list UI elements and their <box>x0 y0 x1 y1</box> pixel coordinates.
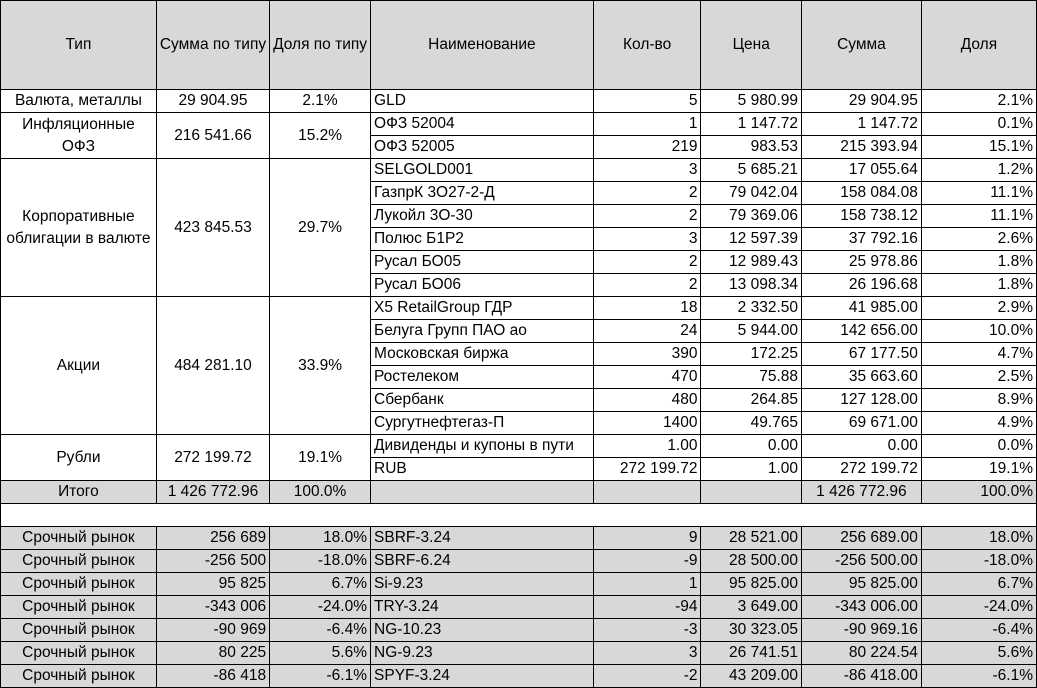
total-empty-name <box>371 481 594 504</box>
security-share: 2.6% <box>921 228 1036 251</box>
security-name: Сургутнефтегаз-П <box>371 412 594 435</box>
security-price: 1.00 <box>701 458 802 481</box>
security-name: X5 RetailGroup ГДР <box>371 297 594 320</box>
futures-type: Срочный рынок <box>1 596 157 619</box>
security-qty: 18 <box>593 297 701 320</box>
total-row <box>1 481 1037 504</box>
group-sum: 272 199.72 <box>156 435 269 481</box>
header-sum: Сумма <box>802 1 922 90</box>
futures-price: 28 521.00 <box>701 527 802 550</box>
security-sum: 215 393.94 <box>802 136 922 159</box>
futures-type-sum: -343 006 <box>156 596 269 619</box>
futures-type: Срочный рынок <box>1 642 157 665</box>
futures-price: 3 649.00 <box>701 596 802 619</box>
header-type-share: Доля по типу <box>270 1 371 90</box>
futures-type-share: -6.1% <box>270 665 371 688</box>
security-share: 19.1% <box>921 458 1036 481</box>
futures-qty: 3 <box>593 642 701 665</box>
security-share: 11.1% <box>921 205 1036 228</box>
group-share: 2.1% <box>270 90 371 113</box>
security-share: 2.9% <box>921 297 1036 320</box>
futures-row <box>1 527 1037 550</box>
security-qty: 480 <box>593 389 701 412</box>
security-share: 0.0% <box>921 435 1036 458</box>
futures-sum: -343 006.00 <box>802 596 922 619</box>
security-sum: 41 985.00 <box>802 297 922 320</box>
group-share: 19.1% <box>270 435 371 481</box>
total-empty-price <box>701 481 802 504</box>
security-sum: 1 147.72 <box>802 113 922 136</box>
futures-qty: 9 <box>593 527 701 550</box>
table-row <box>1 113 1037 136</box>
security-sum: 158 738.12 <box>802 205 922 228</box>
futures-row <box>1 665 1037 688</box>
futures-type-sum: -90 969 <box>156 619 269 642</box>
futures-row <box>1 642 1037 665</box>
security-qty: 272 199.72 <box>593 458 701 481</box>
security-name: Белуга Групп ПАО ао <box>371 320 594 343</box>
futures-price: 28 500.00 <box>701 550 802 573</box>
futures-type-share: 6.7% <box>270 573 371 596</box>
futures-qty: -9 <box>593 550 701 573</box>
security-price: 2 332.50 <box>701 297 802 320</box>
futures-name: SPYF-3.24 <box>371 665 594 688</box>
futures-name: NG-10.23 <box>371 619 594 642</box>
futures-sum: -256 500.00 <box>802 550 922 573</box>
futures-sum: -86 418.00 <box>802 665 922 688</box>
security-qty: 2 <box>593 182 701 205</box>
security-sum: 26 196.68 <box>802 274 922 297</box>
security-sum: 17 055.64 <box>802 159 922 182</box>
security-price: 5 944.00 <box>701 320 802 343</box>
security-price: 1 147.72 <box>701 113 802 136</box>
futures-name: TRY-3.24 <box>371 596 594 619</box>
security-share: 1.8% <box>921 274 1036 297</box>
security-qty: 2 <box>593 274 701 297</box>
security-price: 172.25 <box>701 343 802 366</box>
futures-type-share: -24.0% <box>270 596 371 619</box>
group-sum: 484 281.10 <box>156 297 269 435</box>
futures-type-share: -18.0% <box>270 550 371 573</box>
futures-type-share: -6.4% <box>270 619 371 642</box>
group-type: Рубли <box>1 435 157 481</box>
group-type: Валюта, металлы <box>1 90 157 113</box>
futures-type-sum: -86 418 <box>156 665 269 688</box>
security-share: 8.9% <box>921 389 1036 412</box>
total-share: 100.0% <box>270 481 371 504</box>
futures-share: 5.6% <box>921 642 1036 665</box>
futures-qty: -3 <box>593 619 701 642</box>
futures-qty: 1 <box>593 573 701 596</box>
security-price: 79 369.06 <box>701 205 802 228</box>
security-qty: 2 <box>593 205 701 228</box>
futures-share: -18.0% <box>921 550 1036 573</box>
group-share: 29.7% <box>270 159 371 297</box>
security-price: 983.53 <box>701 136 802 159</box>
security-price: 5 980.99 <box>701 90 802 113</box>
security-qty: 3 <box>593 228 701 251</box>
header-type: Тип <box>1 1 157 90</box>
separator-row <box>1 504 1037 527</box>
security-price: 79 042.04 <box>701 182 802 205</box>
security-name: ОФЗ 52005 <box>371 136 594 159</box>
security-price: 264.85 <box>701 389 802 412</box>
security-sum: 158 084.08 <box>802 182 922 205</box>
security-name: Русал БО06 <box>371 274 594 297</box>
futures-name: NG-9.23 <box>371 642 594 665</box>
security-name: ОФЗ 52004 <box>371 113 594 136</box>
security-qty: 470 <box>593 366 701 389</box>
security-name: ГазпрК 3О27-2-Д <box>371 182 594 205</box>
security-price: 12 597.39 <box>701 228 802 251</box>
security-price: 75.88 <box>701 366 802 389</box>
header-qty: Кол-во <box>593 1 701 90</box>
futures-type-sum: 256 689 <box>156 527 269 550</box>
group-share: 33.9% <box>270 297 371 435</box>
futures-price: 95 825.00 <box>701 573 802 596</box>
security-qty: 5 <box>593 90 701 113</box>
futures-share: 6.7% <box>921 573 1036 596</box>
security-name: Полюс Б1Р2 <box>371 228 594 251</box>
group-type: Инфляционные ОФЗ <box>1 113 157 159</box>
security-qty: 219 <box>593 136 701 159</box>
group-sum: 423 845.53 <box>156 159 269 297</box>
futures-type: Срочный рынок <box>1 573 157 596</box>
header-share: Доля <box>921 1 1036 90</box>
security-name: GLD <box>371 90 594 113</box>
header-price: Цена <box>701 1 802 90</box>
security-qty: 3 <box>593 159 701 182</box>
security-qty: 1400 <box>593 412 701 435</box>
group-sum: 29 904.95 <box>156 90 269 113</box>
security-name: Дивиденды и купоны в пути <box>371 435 594 458</box>
futures-name: SBRF-3.24 <box>371 527 594 550</box>
security-qty: 24 <box>593 320 701 343</box>
security-price: 12 989.43 <box>701 251 802 274</box>
security-price: 13 098.34 <box>701 274 802 297</box>
security-name: Московская биржа <box>371 343 594 366</box>
security-sum: 37 792.16 <box>802 228 922 251</box>
futures-type: Срочный рынок <box>1 619 157 642</box>
futures-row <box>1 619 1037 642</box>
security-share: 4.7% <box>921 343 1036 366</box>
separator-cell <box>1 504 1037 527</box>
group-type: Акции <box>1 297 157 435</box>
header-row <box>1 1 1037 90</box>
security-share: 11.1% <box>921 182 1036 205</box>
futures-sum: 80 224.54 <box>802 642 922 665</box>
security-sum: 35 663.60 <box>802 366 922 389</box>
security-name: SELGOLD001 <box>371 159 594 182</box>
futures-row <box>1 573 1037 596</box>
futures-name: Si-9.23 <box>371 573 594 596</box>
futures-type-share: 18.0% <box>270 527 371 550</box>
futures-sum: -90 969.16 <box>802 619 922 642</box>
security-name: RUB <box>371 458 594 481</box>
security-price: 49.765 <box>701 412 802 435</box>
total-label: Итого <box>1 481 157 504</box>
futures-qty: -94 <box>593 596 701 619</box>
security-share: 4.9% <box>921 412 1036 435</box>
group-type: Корпоративные облигации в валюте <box>1 159 157 297</box>
futures-type-sum: -256 500 <box>156 550 269 573</box>
futures-type-sum: 80 225 <box>156 642 269 665</box>
security-sum: 69 671.00 <box>802 412 922 435</box>
security-share: 15.1% <box>921 136 1036 159</box>
futures-share: -6.4% <box>921 619 1036 642</box>
futures-price: 43 209.00 <box>701 665 802 688</box>
security-share: 1.2% <box>921 159 1036 182</box>
total-share-detail: 100.0% <box>921 481 1036 504</box>
futures-type: Срочный рынок <box>1 665 157 688</box>
futures-qty: -2 <box>593 665 701 688</box>
security-sum: 127 128.00 <box>802 389 922 412</box>
security-share: 2.5% <box>921 366 1036 389</box>
security-share: 0.1% <box>921 113 1036 136</box>
futures-share: 18.0% <box>921 527 1036 550</box>
futures-price: 30 323.05 <box>701 619 802 642</box>
total-empty-qty <box>593 481 701 504</box>
header-type-sum: Сумма по типу <box>156 1 269 90</box>
futures-share: -24.0% <box>921 596 1036 619</box>
security-sum: 142 656.00 <box>802 320 922 343</box>
table-row <box>1 297 1037 320</box>
security-qty: 1 <box>593 113 701 136</box>
security-sum: 0.00 <box>802 435 922 458</box>
security-share: 1.8% <box>921 251 1036 274</box>
security-share: 2.1% <box>921 90 1036 113</box>
total-sum: 1 426 772.96 <box>156 481 269 504</box>
header-name: Наименование <box>371 1 594 90</box>
security-qty: 390 <box>593 343 701 366</box>
security-sum: 272 199.72 <box>802 458 922 481</box>
futures-row <box>1 550 1037 573</box>
futures-type: Срочный рынок <box>1 527 157 550</box>
futures-type: Срочный рынок <box>1 550 157 573</box>
futures-row <box>1 596 1037 619</box>
security-price: 5 685.21 <box>701 159 802 182</box>
security-qty: 2 <box>593 251 701 274</box>
total-sum-detail: 1 426 772.96 <box>802 481 922 504</box>
futures-share: -6.1% <box>921 665 1036 688</box>
security-price: 0.00 <box>701 435 802 458</box>
security-name: Лукойл 3О-30 <box>371 205 594 228</box>
security-sum: 29 904.95 <box>802 90 922 113</box>
group-sum: 216 541.66 <box>156 113 269 159</box>
table-row <box>1 90 1037 113</box>
security-sum: 67 177.50 <box>802 343 922 366</box>
futures-type-sum: 95 825 <box>156 573 269 596</box>
security-share: 10.0% <box>921 320 1036 343</box>
security-name: Русал БО05 <box>371 251 594 274</box>
security-name: Ростелеком <box>371 366 594 389</box>
table-row <box>1 435 1037 458</box>
futures-name: SBRF-6.24 <box>371 550 594 573</box>
futures-price: 26 741.51 <box>701 642 802 665</box>
security-sum: 25 978.86 <box>802 251 922 274</box>
futures-sum: 95 825.00 <box>802 573 922 596</box>
security-qty: 1.00 <box>593 435 701 458</box>
table-row <box>1 159 1037 182</box>
futures-type-share: 5.6% <box>270 642 371 665</box>
group-share: 15.2% <box>270 113 371 159</box>
futures-sum: 256 689.00 <box>802 527 922 550</box>
security-name: Сбербанк <box>371 389 594 412</box>
